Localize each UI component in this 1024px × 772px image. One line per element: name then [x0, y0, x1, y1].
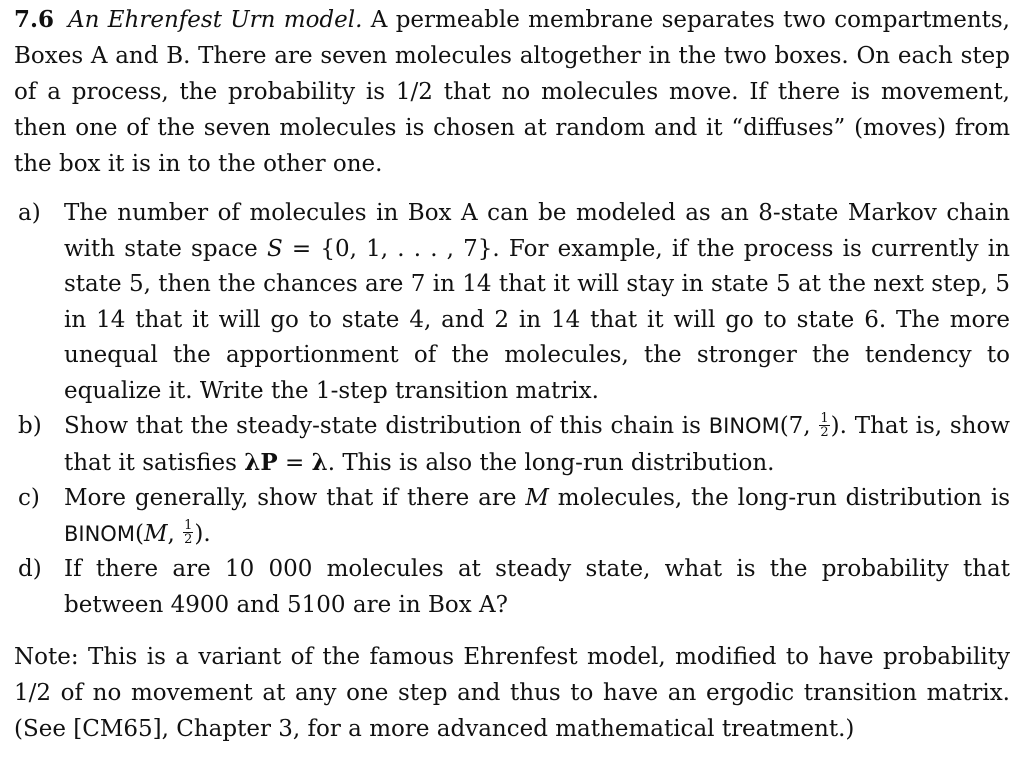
part-d-label: d): [18, 556, 42, 582]
part-c-fraction: [183, 519, 193, 546]
part-a-label: a): [18, 200, 41, 226]
part-c-comma: ,: [167, 520, 183, 547]
part-a-state-set: {0, 1, . . . , 7}: [320, 235, 493, 262]
part-c-frac-den: 2: [184, 532, 193, 547]
part-c-text-2: molecules, the long-run distribution is: [548, 485, 1010, 511]
part-a-text-2: . For example, if the process is currently in state 5, then the chances are 7 in 14 that it will stay in state 5 at the next step, 5 in 14 that it will go to state 4, and 2 in 14 that it will go to state 6. The more unequal the apportionment of the molecules, the stronger the tendency to equalize it. Write the 1-step transition matrix.: [64, 235, 1010, 404]
part-a: [14, 196, 1010, 409]
part-d-text: If there are 10 000 molecules at steady state, what is the probability that between 4900 and 5100 are in Box A?: [64, 556, 1010, 618]
part-b-arg-open: (7,: [779, 413, 819, 439]
part-c: [14, 481, 1010, 552]
part-b-fraction: [819, 412, 829, 439]
part-c-var-m: M: [525, 485, 549, 511]
problem-number: 7.6: [14, 6, 55, 33]
part-b-equals: =: [277, 449, 312, 476]
part-b-text-3: . This is also the long-run distribution.: [327, 449, 775, 476]
part-b: [14, 409, 1010, 481]
problem-intro-text: A permeable membrane separates two compartments, Boxes A and B. There are seven molecules altogether in the two boxes. On each step of a process, the probability is 1/2 that no molecules move. If there is movement, then one of the seven molecules is chosen at random and it “diffuses” (moves) from the box it is in to the other one.: [14, 7, 1010, 177]
problem-parts-list: [14, 196, 1010, 623]
part-b-text-1: Show that the steady-state distribution of this chain is: [64, 413, 709, 439]
part-a-var-s: S: [266, 235, 283, 262]
part-c-arg-open: (: [134, 520, 144, 547]
part-c-text-1: More generally, show that if there are: [64, 485, 526, 511]
part-b-frac-num: 1: [820, 410, 829, 426]
part-b-lambda-2: λ: [311, 448, 328, 476]
part-c-binom: BINOM: [64, 521, 135, 546]
part-d: [14, 552, 1010, 623]
part-b-text-2: . That is, show that it satisfies: [64, 413, 1010, 476]
part-b-label: b): [18, 413, 42, 439]
part-b-matrix-p: P: [260, 448, 278, 476]
part-b-binom: BINOM: [708, 414, 780, 438]
part-b-arg-close: ): [830, 413, 840, 439]
part-c-arg-close: ).: [194, 520, 211, 547]
part-c-frac-num: 1: [184, 518, 193, 533]
part-c-label: c): [18, 485, 40, 511]
part-a-equals: =: [282, 235, 321, 262]
problem-note: Note: This is a variant of the famous Ehrenfest model, modified to have probability 1/2 of no movement at any one step and thus to have an ergodic transition matrix. (See [CM65], Chapter 3, for a more advanced mathematical treatment.): [14, 644, 1010, 742]
part-b-frac-den: 2: [820, 424, 829, 440]
problem-title: An Ehrenfest Urn model.: [68, 7, 363, 33]
part-b-lambda-1: λ: [244, 448, 261, 476]
problem-intro-paragraph: [14, 2, 1010, 182]
part-c-var-m-arg: M: [143, 520, 168, 547]
part-a-text-1: The number of molecules in Box A can be modeled as an 8-state Markov chain with state space: [64, 200, 1010, 262]
